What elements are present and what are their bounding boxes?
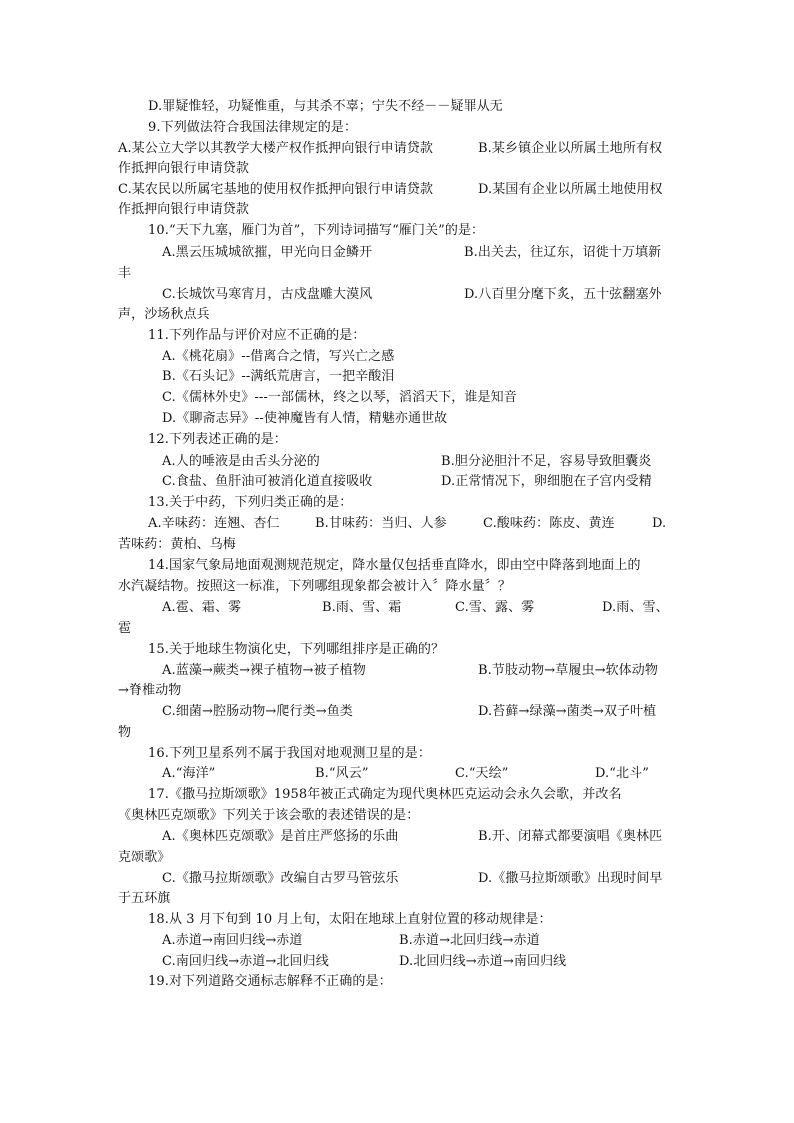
q14-option-d: D.雨、雪、 [602, 600, 669, 615]
q13-option-c: C.酸味药：陈皮、黄连 [483, 516, 615, 531]
q15-option-d-cont: 物 [118, 725, 132, 740]
question-18: 18.从 3 月下旬到 10 月上旬，太阳在地球上直射位置的移动规律是： [148, 912, 552, 927]
q18-option-c: C.南回归线→赤道→北回归线 [162, 954, 329, 969]
q11-option-c: C.《儒林外史》---一部儒林，终之以琴，滔滔天下，谁是知音 [162, 390, 517, 405]
q12-option-d: D.正常情况下，卵细胞在子宫内受精 [441, 474, 652, 489]
q9-option-b-cont: 作抵押向银行申请贷款 [118, 161, 250, 176]
q16-option-c: C.“天绘” [455, 766, 509, 781]
question-14: 14.国家气象局地面观测规范规定，降水量仅包括垂直降水，即由空中降落到地面上的 [148, 558, 641, 573]
question-17-cont: 《奥林匹克颂歌》下列关于该会歌的表述错误的是： [118, 808, 420, 823]
q10-option-d-cont: 声，沙场秋点兵 [118, 307, 210, 322]
question-11: 11.下列作品与评价对应不正确的是： [148, 328, 366, 343]
question-15: 15.关于地球生物演化史，下列哪组排序是正确的？ [148, 642, 445, 657]
q17-option-d-cont: 于五环旗 [118, 891, 171, 906]
q14-option-b: B.雨、雪、霜 [322, 600, 402, 615]
question-13: 13.关于中药，下列归类正确的是： [148, 495, 353, 510]
q9-option-d: D.某国有企业以所属土地使用权 [478, 182, 663, 197]
q15-option-b-cont: →脊椎动物 [118, 683, 182, 698]
q12-option-a: A.人的唾液是由舌头分泌的 [162, 454, 320, 469]
q16-option-a: A.“海洋” [162, 766, 216, 781]
q15-option-a: A.蓝藻→蕨类→裸子植物→被子植物 [162, 663, 366, 678]
q12-option-b: B.胆分泌胆汁不足，容易导致胆囊炎 [441, 454, 652, 469]
q17-option-c: C.《撒马拉斯颂歌》改编自古罗马管弦乐 [162, 871, 399, 886]
q10-option-a: A.黑云压城城欲摧，甲光向日金鳞开 [162, 245, 373, 260]
question-14-cont: 水汽凝结物。按照这一标准，下列哪组现象都会被计入〞降水量〞？ [118, 579, 512, 594]
question-19: 19.对下列道路交通标志解释不正确的是： [148, 974, 392, 989]
q17-option-b-cont: 克颂歌》 [118, 850, 171, 865]
q10-option-b: B.出关去，往辽东，诏徙十万填新 [464, 245, 662, 260]
q14-option-d-cont: 雹 [118, 621, 132, 636]
q11-option-a: A.《桃花扇》--借离合之情，写兴亡之感 [162, 349, 395, 364]
question-10: 10.“天下九塞，雁门为首”，下列诗词描写“雁门关”的是： [148, 223, 485, 238]
question-17: 17.《撒马拉斯颂歌》1958年被正式确定为现代奥林匹克运动会永久会歌，并改名 [148, 787, 622, 802]
q13-option-b: B.甘味药：当归、人参 [315, 516, 447, 531]
question-16: 16.下列卫星系列不属于我国对地观测卫星的是： [148, 746, 431, 761]
q10-option-c: C.长城饮马寒宵月，古戍盘雕大漠风 [162, 287, 373, 302]
question-9: 9.下列做法符合我国法律规定的是： [148, 120, 358, 135]
question-12: 12.下列表述正确的是： [148, 432, 287, 447]
q16-option-b: B.“风云” [315, 766, 369, 781]
q16-option-d: D.“北斗” [595, 766, 649, 781]
q9-option-b: B.某乡镇企业以所属土地所有权 [478, 141, 663, 156]
q8-option-d: D.罪疑惟轻，功疑惟重，与其杀不辜；宁失不经－－疑罪从无 [148, 99, 503, 114]
q11-option-d: D.《聊斋志异》--使神魔皆有人情，精魅亦通世故 [162, 411, 448, 426]
q13-option-a: A.辛味药：连翘、杏仁 [148, 516, 280, 531]
q12-option-c: C.食盐、鱼肝油可被消化道直接吸收 [162, 474, 373, 489]
q13-option-d: D. [652, 516, 667, 531]
q9-option-c: C.某农民以所属宅基地的使用权作抵押向银行申请贷款 [118, 182, 434, 197]
q13-option-d-cont: 苦味药：黄柏、乌梅 [118, 537, 236, 552]
q18-option-a: A.赤道→南回归线→赤道 [162, 933, 303, 948]
q11-option-b: B.《石头记》--满纸荒唐言，一把辛酸泪 [162, 369, 395, 384]
q18-option-d: D.北回归线→赤道→南回归线 [399, 954, 567, 969]
q14-option-c: C.雪、露、雾 [455, 600, 535, 615]
q18-option-b: B.赤道→北回归线→赤道 [399, 933, 540, 948]
q17-option-b: B.开、闭幕式都要演唱《奥林匹 [478, 829, 663, 844]
q10-option-d: D.八百里分麾下炙，五十弦翻塞外 [464, 287, 662, 302]
q14-option-a: A.雹、霜、雾 [162, 600, 242, 615]
q15-option-d: D.苔藓→绿藻→菌类→双子叶植 [478, 704, 657, 719]
q15-option-b: B.节肢动物→草履虫→软体动物 [478, 663, 658, 678]
q15-option-c: C.细菌→腔肠动物→爬行类→鱼类 [162, 704, 353, 719]
q9-option-d-cont: 作抵押向银行申请贷款 [118, 202, 250, 217]
q17-option-d: D.《撒马拉斯颂歌》出现时间早 [478, 871, 663, 886]
q9-option-a: A.某公立大学以其教学大楼产权作抵押向银行申请贷款 [118, 141, 434, 156]
q10-option-b-cont: 丰 [118, 266, 132, 281]
q17-option-a: A.《奥林匹克颂歌》是首庄严悠扬的乐曲 [162, 829, 399, 844]
